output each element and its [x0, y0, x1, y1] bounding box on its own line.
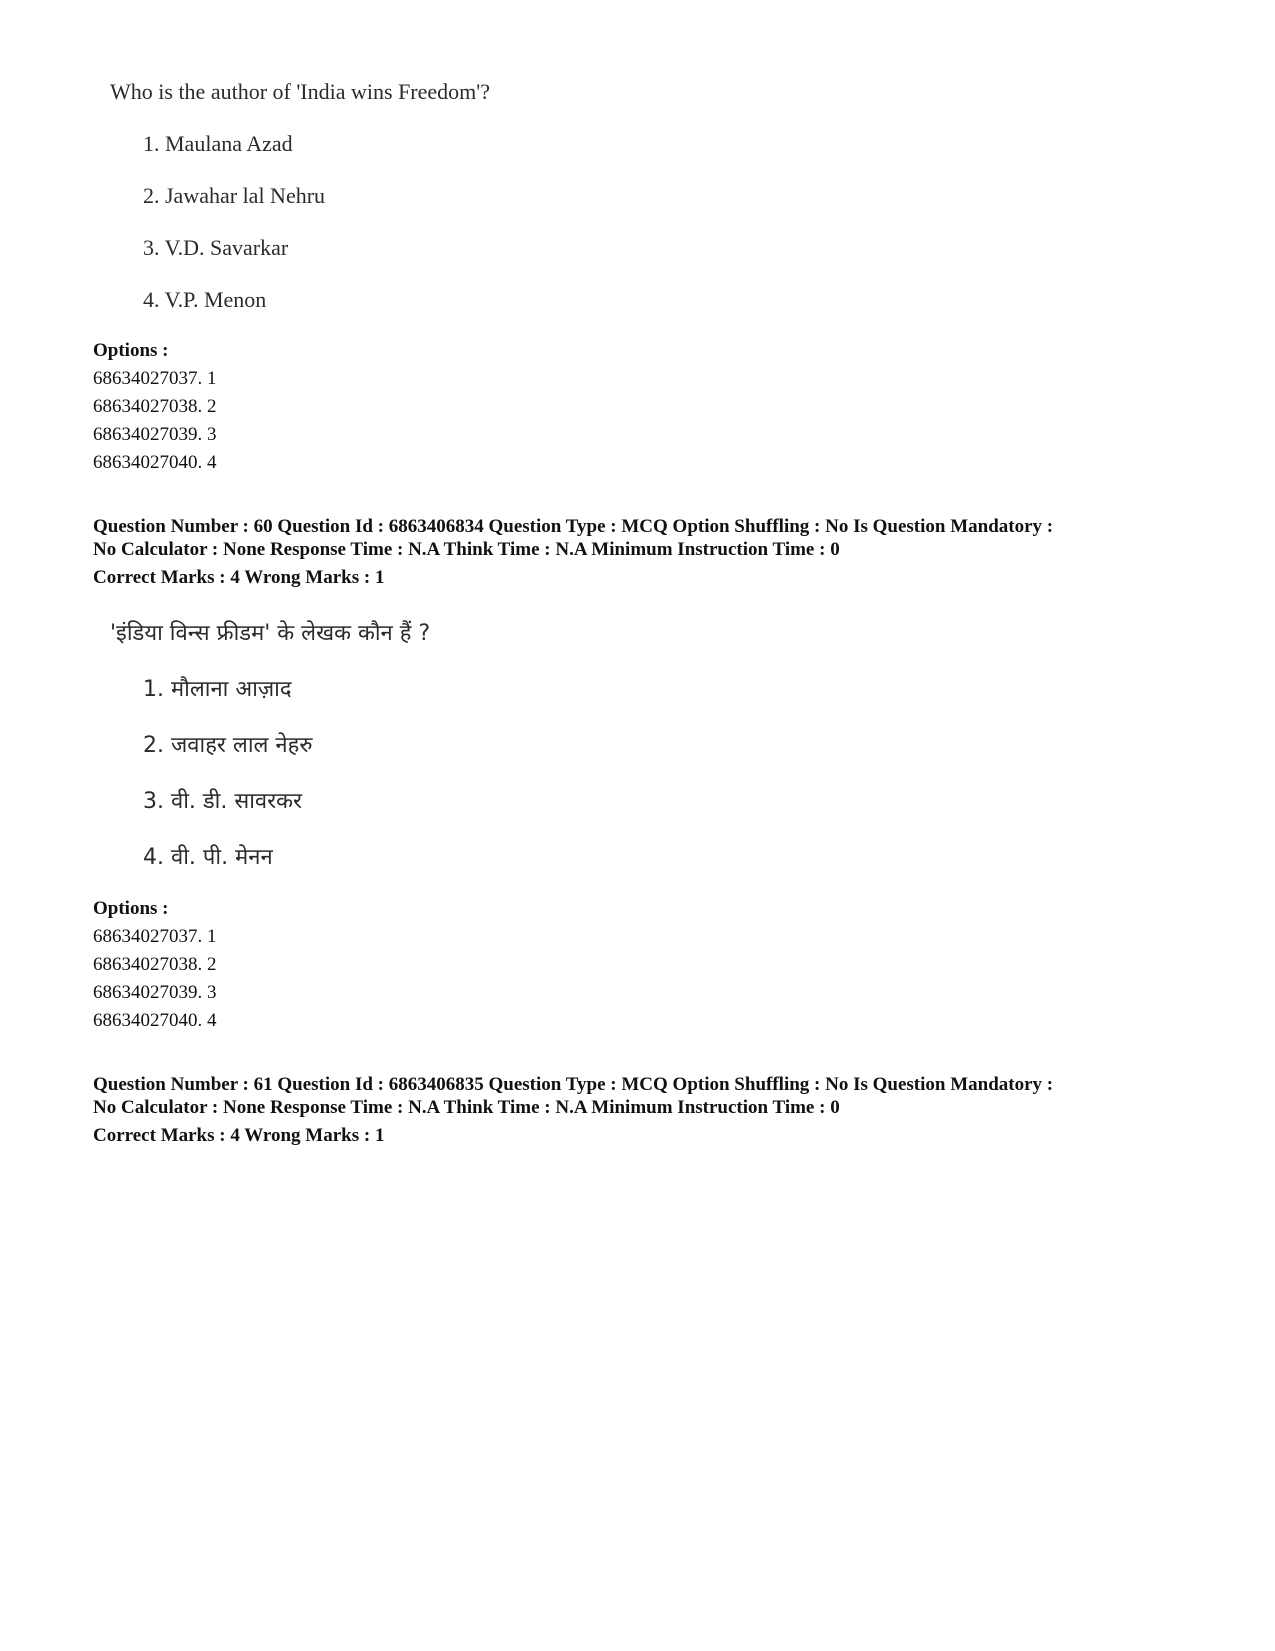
option-item: 68634027037. 1 [93, 926, 217, 947]
choice-1: 1. मौलाना आज़ाद [143, 677, 292, 702]
question-stem: Who is the author of 'India wins Freedom'? [110, 79, 491, 104]
choice-4: 4. V.P. Menon [143, 287, 267, 312]
option-item: 68634027037. 1 [93, 368, 217, 389]
question-meta [93, 1073, 1203, 1147]
question-meta-line1: Question Number : 61 Question Id : 6863406835 Question Type : MCQ Option Shuffling : No Is Question Mandatory : [93, 1074, 1054, 1095]
options-list [93, 895, 217, 1035]
question-meta-line2: No Calculator : None Response Time : N.A Think Time : N.A Minimum Instruction Time : 0 [93, 1097, 840, 1118]
option-item: 68634027039. 3 [93, 982, 217, 1003]
options-heading: Options : [93, 898, 169, 919]
option-item: 68634027038. 2 [93, 396, 217, 417]
option-item: 68634027038. 2 [93, 954, 217, 975]
option-item: 68634027039. 3 [93, 424, 217, 445]
question-marks: Correct Marks : 4 Wrong Marks : 1 [93, 567, 385, 588]
question-stem: 'इंडिया विन्स फ्रीडम' के लेखक कौन हैं ? [110, 621, 431, 646]
question-image-hindi [110, 619, 430, 873]
choice-3: 3. V.D. Savarkar [143, 235, 289, 260]
option-item: 68634027040. 4 [93, 1010, 217, 1031]
choice-1: 1. Maulana Azad [143, 131, 293, 156]
question-meta [93, 515, 1203, 589]
question-meta-line2: No Calculator : None Response Time : N.A Think Time : N.A Minimum Instruction Time : 0 [93, 539, 840, 560]
question-meta-line1: Question Number : 60 Question Id : 6863406834 Question Type : MCQ Option Shuffling : No Is Question Mandatory : [93, 516, 1054, 537]
choice-2: 2. जवाहर लाल नेहरु [143, 733, 313, 758]
choice-2: 2. Jawahar lal Nehru [143, 183, 326, 208]
options-list [93, 337, 217, 477]
question-marks: Correct Marks : 4 Wrong Marks : 1 [93, 1125, 385, 1146]
option-item: 68634027040. 4 [93, 452, 217, 473]
question-image-english [110, 77, 490, 315]
choice-4: 4. वी. पी. मेनन [143, 845, 273, 870]
options-heading: Options : [93, 340, 169, 361]
choice-3: 3. वी. डी. सावरकर [143, 789, 303, 814]
